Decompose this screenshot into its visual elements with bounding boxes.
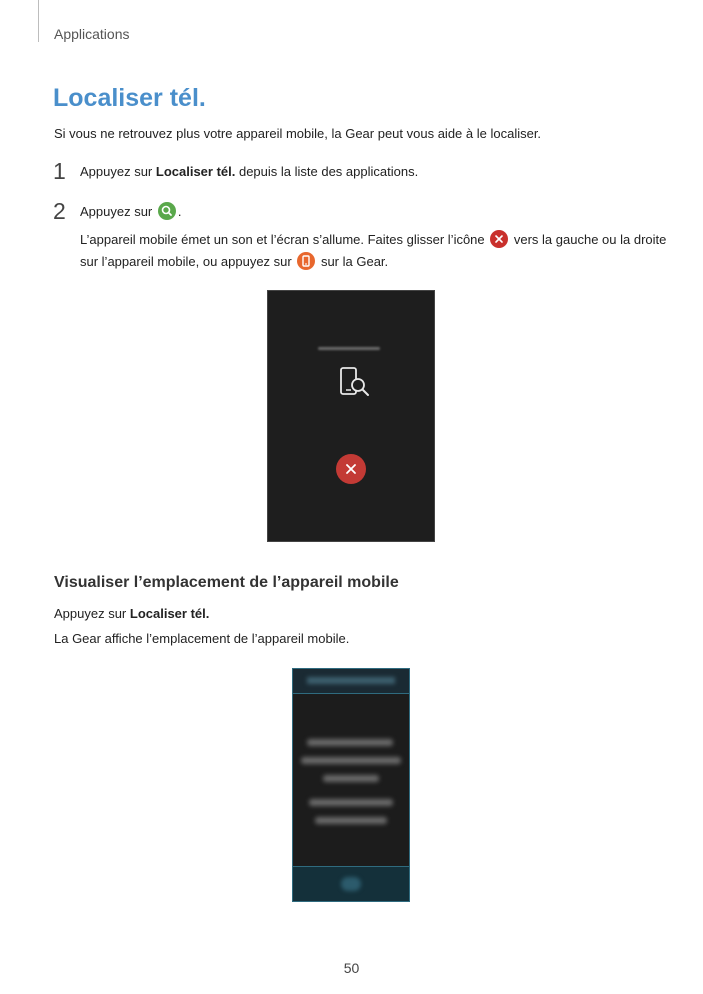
step-2-text [80,201,182,223]
find-phone-icon [338,365,372,406]
step-2-before: Appuyez sur [80,204,156,219]
step-2-number: 2 [53,198,66,224]
step-2-detail-part3: sur la Gear. [317,254,389,269]
section-2-step-bold: Localiser tél. [129,606,210,621]
blurred-text-line [309,799,393,806]
header-rule [38,0,39,42]
step-2-detail [80,229,670,273]
section-2-step-before: Appuyez sur [54,606,130,621]
section-heading: Visualiser l’emplacement de l’appareil mobile [54,574,399,591]
step-1-after: depuis la liste des applications. [235,164,419,179]
step-1-text [80,161,418,183]
phone-icon [297,252,315,270]
section-2-description: La Gear affiche l’emplacement de l’appareil mobile. [54,631,350,646]
blurred-text-line [315,817,387,824]
gear-location-screenshot [292,668,410,902]
step-1-bold: Localiser tél. [155,164,236,179]
page-number: 50 [343,960,360,976]
step-2-detail-part1: L’appareil mobile émet un son et l’écran s’allume. Faites glisser l’icône [80,232,489,247]
section-2-step [54,606,209,621]
blurred-text-line [301,757,401,764]
step-1-number: 1 [53,158,66,184]
step-2-after: . [177,204,182,219]
blurred-text-line [307,739,393,746]
gear-find-phone-screenshot [267,290,435,542]
blurred-status-text [318,347,380,350]
blurred-header-bar [293,669,409,694]
step-2-detail-part2: vers la gauche ou la droite sur l’appareil mobile, ou appuyez sur [80,232,667,269]
blurred-text-line [323,775,379,782]
stop-button[interactable] [336,454,366,484]
step-1-before: Appuyez sur [80,164,156,179]
search-icon [158,202,176,220]
page-title: Localiser tél. [53,84,206,112]
blurred-bottom-button[interactable] [293,866,409,901]
section-header: Applications [54,26,130,42]
intro-text: Si vous ne retrouvez plus votre appareil mobile, la Gear peut vous aide à le localiser. [54,126,542,141]
close-icon [490,230,508,248]
